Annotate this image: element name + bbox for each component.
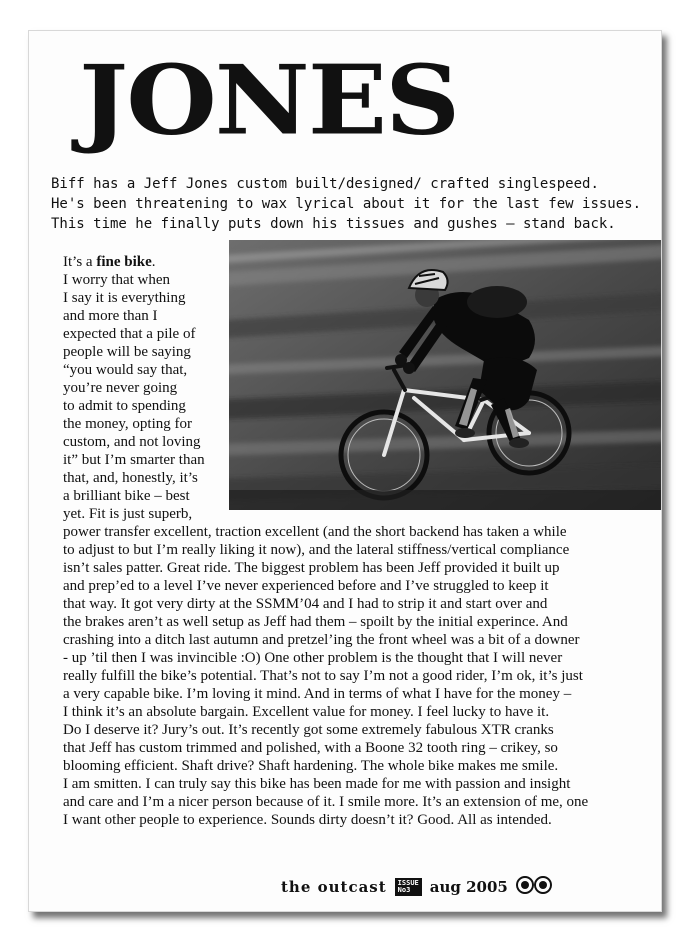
intro-line: He's been threatening to wax lyrical about it for the last few issues. xyxy=(51,196,642,212)
body-line: power transfer excellent, traction excellent (and the short backend has taken a while xyxy=(63,524,567,540)
body-line: that way. It got very dirty at the SSMM’04 and I had to strip it and start over and xyxy=(63,596,548,612)
mountain-biker-image xyxy=(229,240,662,510)
page-footer xyxy=(281,876,552,898)
lead-text: It’s a xyxy=(63,254,97,270)
issue-number: No3 xyxy=(397,886,411,894)
body-line: - up ’til then I was invincible :O) One other problem is the thought that I will never xyxy=(63,650,563,666)
body-line: it” but I’m smarter than xyxy=(63,452,205,468)
body-line: blooming efficient. Shaft drive? Shaft hardening. The whole bike makes me smile. xyxy=(63,758,559,774)
magazine-page xyxy=(28,30,662,912)
body-line: really fulfill the bike’s potential. That’s not to say I’m not a good rider, I’m ok, it’s just xyxy=(63,668,583,684)
cyclist-photo xyxy=(229,240,662,510)
article-intro xyxy=(51,174,661,234)
issue-badge xyxy=(395,878,422,896)
intro-line: Biff has a Jeff Jones custom built/designed/ crafted singlespeed. xyxy=(51,176,599,192)
body-line: to admit to spending xyxy=(63,398,186,414)
body-line: that, and, honestly, it’s xyxy=(63,470,198,486)
body-line: I want other people to experience. Sounds dirty doesn’t it? Good. All as intended. xyxy=(63,812,552,828)
body-line: yet. Fit is just superb, xyxy=(63,506,193,522)
body-line: a brilliant bike – best xyxy=(63,488,190,504)
body-line: the brakes aren’t as well setup as Jeff had them – spoilt by the initial experince. And xyxy=(63,614,568,630)
lead-end: . xyxy=(151,254,156,270)
body-line: isn’t sales patter. Great ride. The biggest problem has been Jeff provided it built up xyxy=(63,560,560,576)
lead-emphasis: fine bike xyxy=(96,254,152,270)
article-body xyxy=(63,523,653,829)
body-line: Do I deserve it? Jury’s out. It’s recently got some extremely fabulous XTR cranks xyxy=(63,722,554,738)
article-title: JONES xyxy=(79,43,459,157)
article-column xyxy=(63,253,228,523)
body-line: I think it’s an absolute bargain. Excellent value for money. I feel lucky to have it. xyxy=(63,704,550,720)
magazine-name: the outcast xyxy=(281,878,387,896)
body-line: and prep’ed to a level I’ve never experienced before and I’ve struggled to keep it xyxy=(63,578,549,594)
body-line: custom, and not loving xyxy=(63,434,201,450)
body-line: to adjust to but I’m really liking it now), and the lateral stiffness/vertical compliance xyxy=(63,542,570,558)
body-line: and more than I xyxy=(63,308,158,324)
body-line: the money, opting for xyxy=(63,416,193,432)
body-line: crashing into a ditch last autumn and pretzel’ing the front wheel was a bit of a downer xyxy=(63,632,580,648)
issue-date: aug 2005 xyxy=(429,878,508,896)
body-line: “you would say that, xyxy=(63,362,188,378)
intro-line: This time he finally puts down his tissues and gushes – stand back. xyxy=(51,216,616,232)
issue-label: ISSUE xyxy=(397,879,419,887)
body-line: I worry that when xyxy=(63,272,171,288)
body-line: a very capable bike. I’m loving it mind. And in terms of what I have for the money – xyxy=(63,686,572,702)
body-line: I am smitten. I can truly say this bike has been made for me with passion and insight xyxy=(63,776,571,792)
lead-sentence xyxy=(63,253,228,271)
eyes-logo-icon xyxy=(516,876,552,898)
body-line: expected that a pile of xyxy=(63,326,196,342)
body-line: that Jeff has custom trimmed and polished, with a Boone 32 tooth ring – crikey, so xyxy=(63,740,558,756)
body-line: people will be saying xyxy=(63,344,191,360)
body-line: you’re never going xyxy=(63,380,178,396)
body-line: and care and I’m a nicer person because of it. I smile more. It’s an extension of me, one xyxy=(63,794,589,810)
body-line: I say it is everything xyxy=(63,290,186,306)
